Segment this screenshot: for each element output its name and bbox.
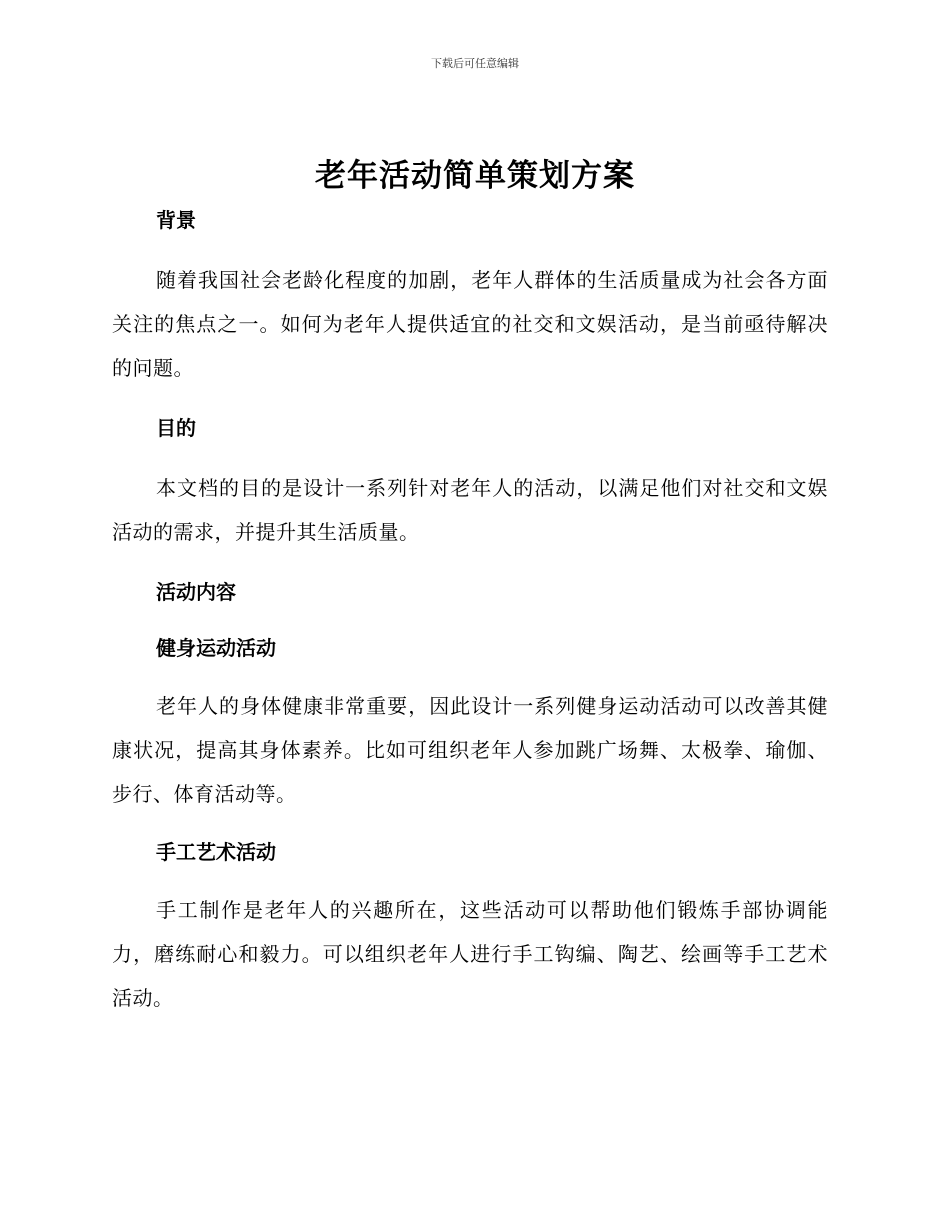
subsection-heading-fitness: 健身运动活动	[156, 636, 276, 660]
section-heading-purpose: 目的	[156, 416, 196, 440]
subsection-paragraph-fitness: 老年人的身体健康非常重要，因此设计一系列健身运动活动可以改善其健康状况，提高其身体素养。比如可组织老年人参加跳广场舞、太极拳、瑜伽、步行、体育活动等。	[112, 694, 828, 806]
page-header-note: 下载后可任意编辑	[431, 57, 519, 70]
subsection-heading-crafts: 手工艺术活动	[156, 840, 276, 864]
document-title: 老年活动简单策划方案	[315, 158, 635, 194]
section-heading-activities: 活动内容	[156, 580, 236, 604]
document-body	[112, 200, 828, 1020]
section-paragraph-background: 随着我国社会老龄化程度的加剧，老年人群体的生活质量成为社会各方面关注的焦点之一。如何为老年人提供适宜的社交和文娱活动，是当前亟待解决的问题。	[112, 268, 828, 380]
section-heading-background: 背景	[156, 208, 196, 232]
subsection-paragraph-crafts: 手工制作是老年人的兴趣所在，这些活动可以帮助他们锻炼手部协调能力，磨练耐心和毅力。可以组织老年人进行手工钩编、陶艺、绘画等手工艺术活动。	[112, 898, 828, 1010]
section-paragraph-purpose: 本文档的目的是设计一系列针对老年人的活动，以满足他们对社交和文娱活动的需求，并提升其生活质量。	[112, 476, 828, 544]
